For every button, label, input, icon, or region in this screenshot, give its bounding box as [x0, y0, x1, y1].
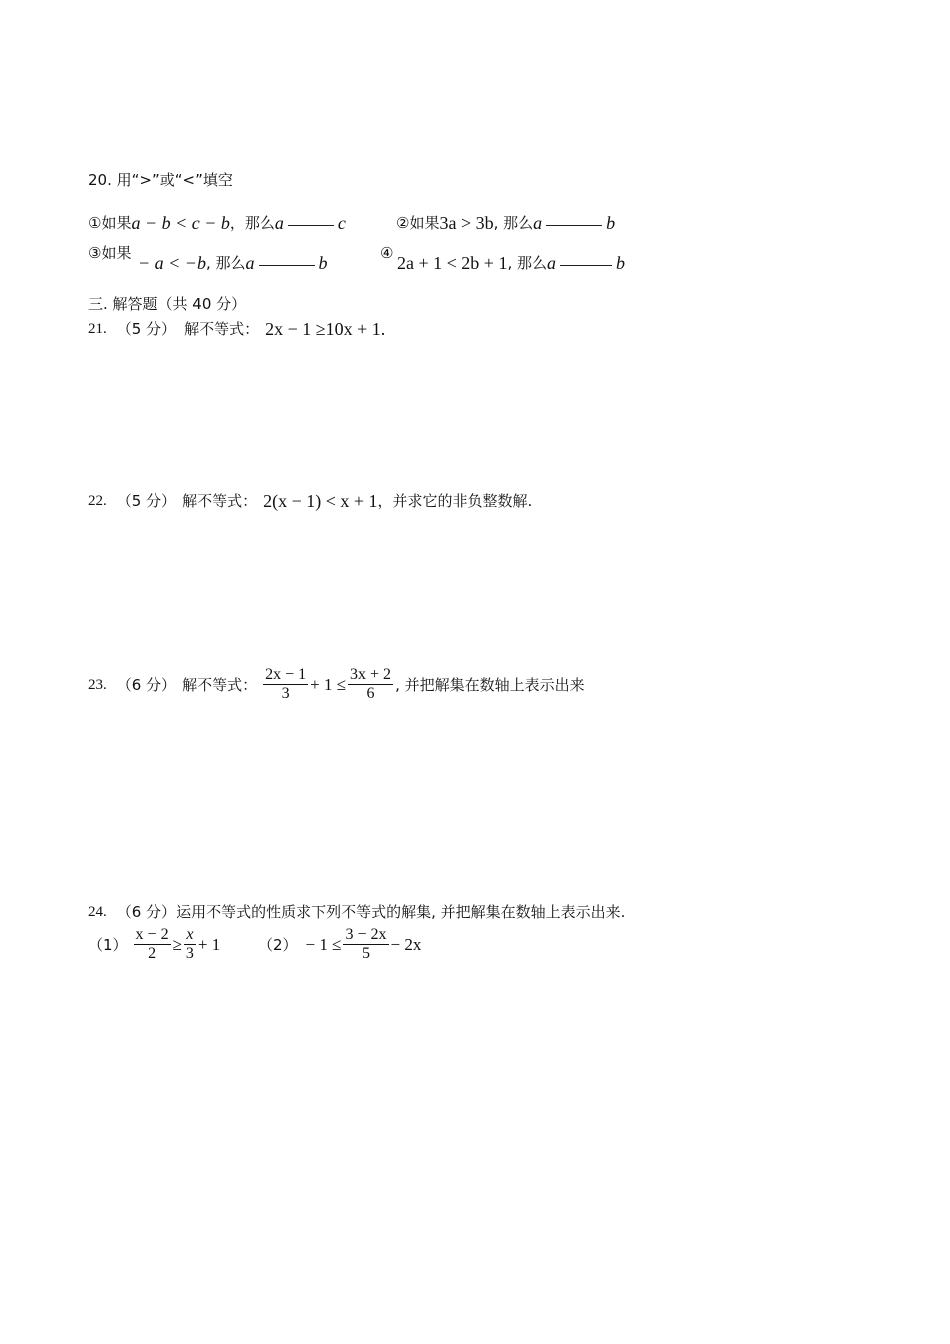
q20-item-1-then: ，那么 [229, 214, 275, 232]
q24-part-1-left-numerator: x − 2 [135, 926, 169, 943]
q24-part-1-right-denominator: 3 [185, 945, 194, 962]
q24-part-1-right-numerator: x [184, 926, 196, 945]
q24-part-1 [88, 926, 222, 963]
q20-item-2-expr: 3a > 3b [439, 213, 494, 233]
q24-part-2-fraction [343, 926, 388, 963]
q21-expr: 2x − 1 ≥10x + 1 [265, 319, 381, 339]
q23-mid: + 1 ≤ [310, 674, 347, 694]
q24-part-2-lead: − 1 ≤ [305, 934, 342, 954]
q20-item-4-expr: 2a + 1 < 2b + 1 [397, 253, 508, 273]
q20-item-1-left: a [274, 213, 284, 233]
q22 [88, 490, 532, 512]
q21-prompt: 解不等式： [184, 320, 260, 338]
q20-title: 20. 用“>”或“<”填空 [88, 171, 233, 189]
q23-number: 23. [88, 676, 107, 693]
q20-item-3-mark: ③如果 [88, 244, 132, 262]
q21-number: 21. [88, 321, 107, 337]
q23-prompt: 解不等式： [182, 675, 258, 694]
q20-item-1-right: c [337, 213, 346, 233]
q20-item-3-expr: − a < −b [138, 253, 206, 273]
q23-rhs-fraction [348, 666, 393, 703]
q20-item-2-then: , 那么 [493, 214, 534, 232]
q20-item-3-right: b [318, 253, 328, 273]
q23-rhs-denominator: 6 [366, 685, 375, 702]
q22-expr: 2(x − 1) < x + 1 [263, 491, 378, 511]
q24-part-1-operator: ≥ [172, 934, 182, 954]
q24-score: （6 分） [116, 903, 177, 921]
q23-lhs-numerator: 2x − 1 [265, 666, 307, 683]
q24-part-1-label: （1） [88, 935, 128, 954]
q23-rhs-numerator: 3x + 2 [350, 666, 392, 683]
q20-item-1 [88, 212, 346, 234]
q22-tail: ，并求它的非负整数解. [377, 492, 533, 510]
q20-item-4-mark: ④ [380, 244, 394, 262]
q21-tail: . [380, 319, 386, 339]
section-3-title: 三. 解答题（共 40 分） [88, 295, 247, 313]
q24-part-1-right-fraction [184, 926, 196, 963]
q22-score: （5 分） [116, 492, 177, 510]
q20-item-3-blank[interactable] [259, 261, 315, 266]
q20-item-3 [138, 252, 328, 274]
q24-part-2-denominator: 5 [361, 945, 370, 962]
q20-item-3-then: , 那么 [205, 254, 246, 272]
q24-number: 24. [88, 904, 107, 920]
q20-item-1-expr: a − b < c − b [131, 213, 230, 233]
q24-part-1-left-denominator: 2 [148, 945, 157, 962]
q24 [88, 902, 625, 922]
q24-part-2-label: （2） [258, 935, 298, 954]
q20-item-1-mark: ①如果 [88, 214, 132, 232]
q24-part-1-tail: + 1 [197, 934, 221, 954]
q20-item-2 [396, 212, 615, 234]
q20-item-2-left: a [533, 213, 543, 233]
q22-prompt: 解不等式： [182, 492, 258, 510]
q20-item-3-left: a [245, 253, 255, 273]
q20-item-2-mark: ②如果 [396, 214, 440, 232]
q20-item-2-right: b [606, 213, 616, 233]
q20-item-4-right: b [616, 253, 625, 273]
q20-item-4-left: a [547, 253, 556, 273]
q23-score: （6 分） [116, 675, 177, 694]
q20-item-4 [397, 252, 625, 274]
q21-score: （5 分） [116, 320, 177, 338]
q24-prompt: 运用不等式的性质求下列不等式的解集, 并把解集在数轴上表示出来. [176, 903, 626, 921]
q20-item-1-blank[interactable] [288, 221, 334, 226]
q23 [88, 666, 585, 703]
q23-lhs-denominator: 3 [281, 685, 290, 702]
q23-lhs-fraction [263, 666, 308, 703]
q24-part-2-numerator: 3 − 2x [345, 926, 387, 943]
q24-part-2-tail: − 2x [390, 934, 422, 954]
q20-item-4-then: , 那么 [507, 254, 547, 272]
q24-part-2 [258, 926, 423, 963]
q22-number: 22. [88, 493, 107, 509]
q23-tail: , 并把解集在数轴上表示出来 [395, 675, 585, 694]
q20-item-2-blank[interactable] [546, 221, 602, 226]
q24-part-1-left-fraction [134, 926, 171, 963]
q20-item-4-blank[interactable] [560, 261, 612, 266]
q21 [88, 318, 385, 340]
